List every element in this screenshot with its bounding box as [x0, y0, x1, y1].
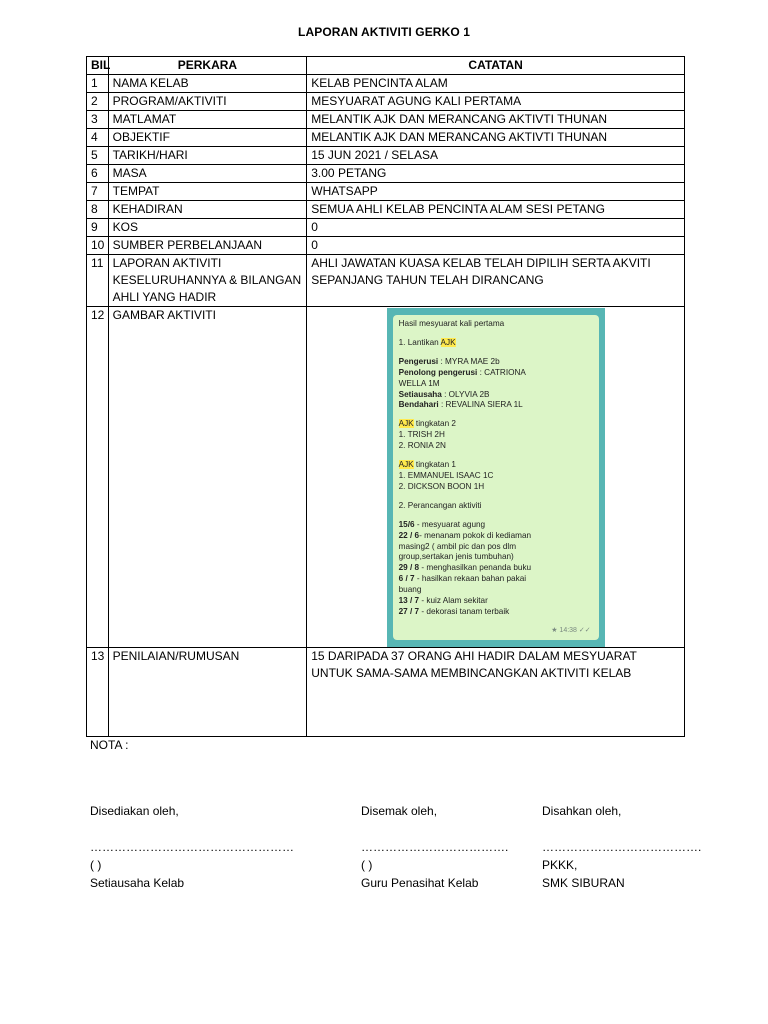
chat-line: Hasil mesyuarat kali pertama	[398, 319, 505, 328]
signature-label: Disahkan oleh,	[542, 804, 622, 818]
report-table	[86, 56, 685, 737]
chat-highlight: AJK	[398, 460, 414, 470]
signature-role: SMK SIBURAN	[542, 876, 625, 890]
row-item-line: LAPORAN AKTIVITI	[112, 256, 222, 270]
signature-line: ……………………………………………	[90, 840, 294, 854]
signature-name-bracket: ( )	[90, 858, 102, 872]
table-row	[87, 165, 685, 183]
chat-line	[399, 607, 593, 618]
document-title: LAPORAN AKTIVITI GERKO 1	[298, 25, 470, 39]
chat-bold: 27 / 7	[398, 606, 420, 616]
row-note: WHATSAPP	[307, 183, 685, 201]
header-perkara: PERKARA	[108, 57, 307, 75]
chat-line: masing2 ( ambil pic dan pos dlm	[398, 541, 517, 551]
chat-text: - mesyuarat agung	[414, 519, 486, 529]
row-note: MELANTIK AJK DAN MERANCANG AKTIVTI THUNAN	[307, 129, 685, 147]
header-bil: BIL	[87, 57, 109, 75]
row-item: PENILAIAN/RUMUSAN	[108, 648, 307, 737]
chat-line	[399, 531, 593, 542]
chat-text: : OLYVIA 2B	[441, 389, 490, 399]
chat-line: WELLA 1M	[398, 378, 440, 388]
row-note-line: 15 DARIPADA 37 ORANG AHI HADIR DALAM MESYUARAT	[311, 649, 637, 663]
chat-line	[399, 460, 593, 471]
chat-line: 2. RONIA 2N	[398, 441, 446, 451]
header-catatan: CATATAN	[307, 57, 685, 75]
signature-role: Guru Penasihat Kelab	[361, 876, 479, 890]
row-number: 4	[87, 129, 109, 147]
chat-text: 1. Lantikan	[398, 337, 441, 347]
row-note: 3.00 PETANG	[307, 165, 685, 183]
table-row	[87, 75, 685, 93]
row-number: 8	[87, 201, 109, 219]
row-number: 1	[87, 75, 109, 93]
row-note: 15 JUN 2021 / SELASA	[307, 147, 685, 165]
row-item	[108, 255, 307, 307]
table-row	[87, 111, 685, 129]
row-number: 2	[87, 93, 109, 111]
table-row	[87, 129, 685, 147]
signature-name-bracket: ( )	[361, 858, 373, 872]
row-number: 11	[87, 255, 109, 307]
chat-text: : CATRIONA	[477, 367, 526, 377]
table-row	[87, 93, 685, 111]
chat-text: - menanam pokok di kediaman	[419, 530, 532, 540]
row-item: TARIKH/HARI	[108, 147, 307, 165]
signature-label: Disediakan oleh,	[90, 804, 179, 818]
row-number: 12	[87, 307, 109, 648]
chat-bold: Pengerusi	[398, 356, 439, 366]
chat-bold: 22 / 6	[398, 530, 420, 540]
row-note: 0	[307, 219, 685, 237]
row-note: 0	[307, 237, 685, 255]
row-number: 13	[87, 648, 109, 737]
row-number: 6	[87, 165, 109, 183]
chat-text: : REVALINA SIERA 1L	[438, 400, 523, 410]
chat-line	[399, 574, 593, 585]
row-item: NAMA KELAB	[108, 75, 307, 93]
table-row	[87, 307, 685, 648]
signature-prepared-by	[90, 802, 294, 892]
chat-text: - kuiz Alam sekitar	[419, 596, 488, 606]
chat-bold: 13 / 7	[398, 596, 420, 606]
row-item: GAMBAR AKTIVITI	[108, 307, 307, 648]
chat-line: 2. DICKSON BOON 1H	[398, 481, 485, 491]
chat-line: group,sertakan jenis tumbuhan)	[398, 552, 514, 562]
chat-line: 2. Perancangan aktiviti	[398, 500, 482, 510]
chat-text: tingkatan 2	[413, 419, 456, 429]
row-item: KOS	[108, 219, 307, 237]
table-row	[87, 201, 685, 219]
row-item: SUMBER PERBELANJAAN	[108, 237, 307, 255]
chat-line	[399, 563, 593, 574]
chat-line: 1. TRISH 2H	[398, 430, 445, 440]
row-item: KEHADIRAN	[108, 201, 307, 219]
message-timestamp: ★ 14:38 ✓✓	[551, 627, 591, 635]
signature-label: Disemak oleh,	[361, 804, 438, 818]
table-row	[87, 237, 685, 255]
signature-line: ……………………………….	[361, 840, 509, 854]
chat-line	[399, 419, 593, 430]
row-note-line: SEPANJANG TAHUN TELAH DIRANCANG	[311, 273, 544, 287]
chat-text: - menghasilkan penanda buku	[419, 563, 532, 573]
signature-checked-by	[361, 802, 508, 892]
table-row	[87, 219, 685, 237]
table-row	[87, 147, 685, 165]
row-note: KELAB PENCINTA ALAM	[307, 75, 685, 93]
chat-bold: 6 / 7	[398, 574, 415, 584]
row-note-line: AHLI JAWATAN KUASA KELAB TELAH DIPILIH SERTA AKVITI	[311, 256, 651, 270]
chat-bold: Setiausaha	[398, 389, 442, 399]
row-item-line: AHLI YANG HADIR	[112, 290, 217, 304]
row-item: TEMPAT	[108, 183, 307, 201]
chat-line: buang	[398, 585, 422, 595]
row-number: 3	[87, 111, 109, 129]
row-number: 7	[87, 183, 109, 201]
chat-bold: Penolong pengerusi	[398, 367, 478, 377]
row-number: 10	[87, 237, 109, 255]
row-number: 5	[87, 147, 109, 165]
signature-approved-by	[542, 802, 701, 892]
chat-text: - dekorasi tanam terbaik	[419, 606, 510, 616]
chat-bold: 29 / 8	[398, 563, 420, 573]
row-note: MESYUARAT AGUNG KALI PERTAMA	[307, 93, 685, 111]
chat-highlight: AJK	[440, 337, 456, 347]
signature-name-bracket: PKKK,	[542, 858, 578, 872]
chat-line: 1. EMMANUEL ISAAC 1C	[398, 470, 494, 480]
chat-bold: Bendahari	[398, 400, 439, 410]
row-note-line: UNTUK SAMA-SAMA MEMBINCANGKAN AKTIVITI KELAB	[311, 666, 632, 680]
chat-line	[399, 368, 593, 379]
table-row	[87, 648, 685, 737]
table-header-row	[87, 57, 685, 75]
row-item: OBJEKTIF	[108, 129, 307, 147]
chat-text: tingkatan 1	[413, 460, 456, 470]
signature-role: Setiausaha Kelab	[90, 876, 185, 890]
row-item: MATLAMAT	[108, 111, 307, 129]
chat-line	[399, 596, 593, 607]
table-row	[87, 255, 685, 307]
nota-label: NOTA :	[90, 738, 129, 752]
chat-text: : MYRA MAE 2b	[438, 356, 500, 366]
row-note: SEMUA AHLI KELAB PENCINTA ALAM SESI PETANG	[307, 201, 685, 219]
table-row	[87, 183, 685, 201]
row-note: MELANTIK AJK DAN MERANCANG AKTIVTI THUNAN	[307, 111, 685, 129]
row-item: MASA	[108, 165, 307, 183]
row-item-line: KESELURUHANNYA & BILANGAN	[112, 273, 302, 287]
chat-line	[399, 338, 593, 349]
row-note	[307, 255, 685, 307]
chat-line	[399, 520, 593, 531]
row-note	[307, 648, 685, 737]
row-number: 9	[87, 219, 109, 237]
chat-text: - hasilkan rekaan bahan pakai	[414, 574, 527, 584]
whatsapp-screenshot	[387, 308, 605, 647]
chat-line	[399, 400, 593, 411]
chat-line	[399, 357, 593, 368]
chat-bold: 15/6	[398, 519, 415, 529]
activity-photo-cell	[307, 307, 685, 648]
chat-line	[399, 390, 593, 401]
row-item: PROGRAM/AKTIVITI	[108, 93, 307, 111]
signature-line: ………………………………….	[542, 840, 702, 854]
chat-highlight: AJK	[398, 419, 414, 429]
chat-message-bubble	[393, 315, 599, 640]
